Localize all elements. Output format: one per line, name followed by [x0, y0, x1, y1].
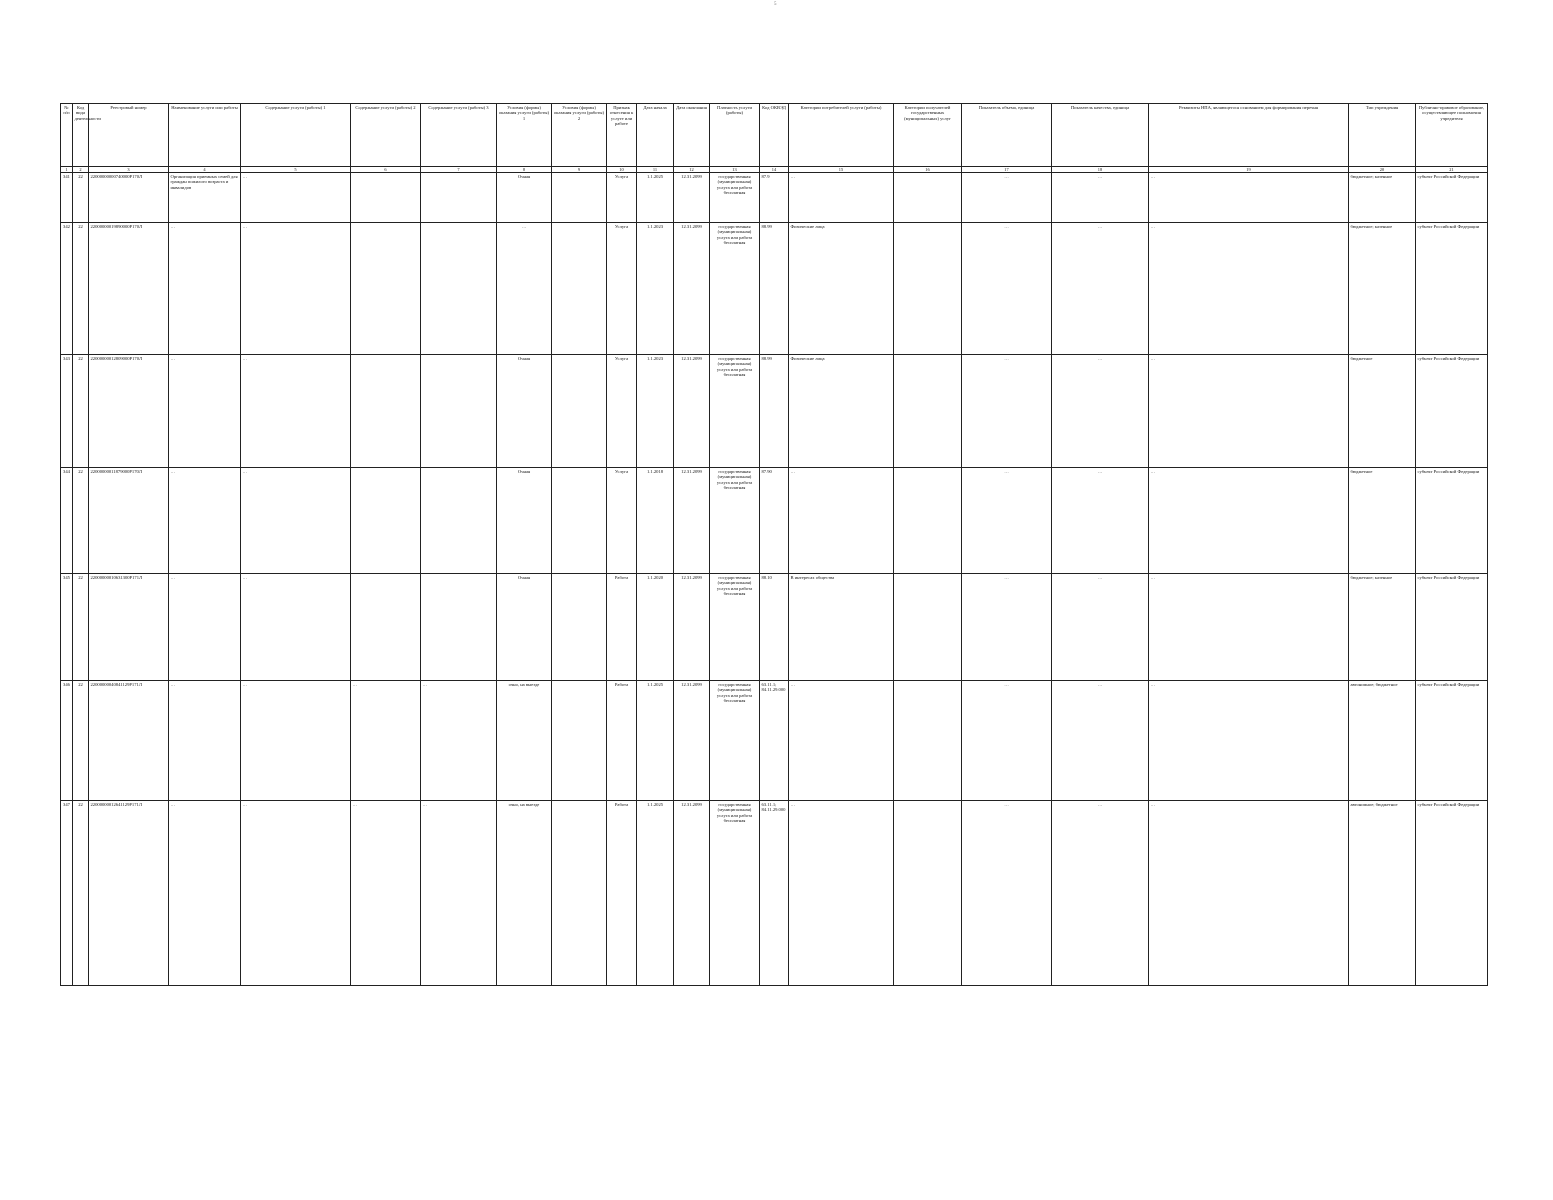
header-cell: Тип учреждения	[1349, 104, 1416, 167]
column-number: 6	[351, 167, 421, 173]
cell-content-3: …	[421, 801, 497, 986]
cell-num: 347	[61, 801, 73, 986]
header-cell: Реквизиты НПА, являющегося основанием для формирования перечня	[1149, 104, 1349, 167]
cell-content-3	[421, 574, 497, 681]
column-number: 11	[637, 167, 674, 173]
column-number: 9	[552, 167, 607, 173]
cell-consumers: …	[789, 173, 894, 223]
cell-content-2	[351, 355, 421, 468]
cell-receivers	[894, 468, 962, 574]
column-number: 18	[1052, 167, 1149, 173]
cell-content-1: …	[241, 574, 351, 681]
cell-volume: …	[962, 801, 1052, 986]
cell-sign: Работа	[607, 574, 637, 681]
cell-code: 22	[73, 223, 89, 355]
cell-form-2	[552, 223, 607, 355]
cell-code: 22	[73, 355, 89, 468]
cell-okved: 88.10	[760, 574, 789, 681]
cell-consumers: В интересах общества	[789, 574, 894, 681]
cell-name: Организация приемных семей для граждан пожилого возраста и инвалидов	[169, 173, 241, 223]
cell-name: …	[169, 801, 241, 986]
cell-npa: …	[1149, 801, 1349, 986]
cell-form-1: …	[497, 223, 552, 355]
cell-pay: государственная (муниципальная) услуга или работа бесплатная	[710, 223, 760, 355]
cell-code: 22	[73, 801, 89, 986]
cell-end: 12.31.2099	[674, 801, 710, 986]
cell-quality: …	[1052, 801, 1149, 986]
cell-okved: 87.90	[760, 468, 789, 574]
cell-content-3	[421, 173, 497, 223]
cell-quality: …	[1052, 681, 1149, 801]
cell-form-1: очно, на выезде	[497, 681, 552, 801]
cell-form-2	[552, 468, 607, 574]
column-number: 1	[61, 167, 73, 173]
cell-end: 12.31.2099	[674, 681, 710, 801]
cell-content-3	[421, 468, 497, 574]
header-cell: Реестровый номер	[89, 104, 169, 167]
table-row	[61, 801, 1488, 986]
header-cell: Категории потребителей услуги (работы)	[789, 104, 894, 167]
cell-pay: государственная (муниципальная) услуга или работа бесплатная	[710, 574, 760, 681]
cell-reg: 22000000010631300Р171Л	[89, 574, 169, 681]
cell-type: бюджетное	[1349, 355, 1416, 468]
cell-content-2	[351, 173, 421, 223]
cell-receivers	[894, 355, 962, 468]
cell-content-2	[351, 574, 421, 681]
cell-type: бюджетное	[1349, 468, 1416, 574]
header-cell: Содержание услуги (работы) 3	[421, 104, 497, 167]
cell-consumers: …	[789, 468, 894, 574]
cell-sign: Услуга	[607, 468, 637, 574]
cell-sign: Работа	[607, 681, 637, 801]
cell-form-2	[552, 173, 607, 223]
cell-code: 22	[73, 574, 89, 681]
cell-start: 1.1.2025	[637, 801, 674, 986]
table-row	[61, 574, 1488, 681]
column-number: 19	[1149, 167, 1349, 173]
cell-receivers	[894, 574, 962, 681]
cell-okved: 63.11.1; 84.11.29.000	[760, 801, 789, 986]
cell-quality: …	[1052, 355, 1149, 468]
header-cell: Категории получателей государственных (муниципальных) услуг	[894, 104, 962, 167]
cell-okved: 63.11.1; 84.11.29.000	[760, 681, 789, 801]
cell-volume: …	[962, 681, 1052, 801]
cell-volume: …	[962, 173, 1052, 223]
cell-form-2	[552, 574, 607, 681]
header-cell: Наименование услуги или работы	[169, 104, 241, 167]
cell-num: 345	[61, 574, 73, 681]
cell-sign: Работа	[607, 801, 637, 986]
header-cell: Условия (формы) оказания услуги (работы) 2	[552, 104, 607, 167]
header-cell: Код вида деятельности	[73, 104, 89, 167]
cell-start: 1.1.2025	[637, 173, 674, 223]
cell-pay: государственная (муниципальная) услуга или работа бесплатная	[710, 355, 760, 468]
cell-num: 342	[61, 223, 73, 355]
column-number: 21	[1416, 167, 1488, 173]
cell-npa: …	[1149, 574, 1349, 681]
cell-name: …	[169, 468, 241, 574]
cell-consumers: …	[789, 801, 894, 986]
cell-code: 22	[73, 468, 89, 574]
header-row	[61, 104, 1488, 167]
column-number: 4	[169, 167, 241, 173]
cell-end: 12.31.2099	[674, 223, 710, 355]
cell-type: автономное; бюджетное	[1349, 801, 1416, 986]
cell-content-1: …	[241, 801, 351, 986]
cell-quality: …	[1052, 468, 1149, 574]
cell-reg: 22000000019890000Р170Л	[89, 223, 169, 355]
column-number: 17	[962, 167, 1052, 173]
cell-form-1: Очная	[497, 468, 552, 574]
cell-owner: субъект Российской Федерации	[1416, 223, 1488, 355]
column-number: 8	[497, 167, 552, 173]
cell-start: 1.1.2023	[637, 223, 674, 355]
cell-start: 1.1.2025	[637, 681, 674, 801]
cell-pay: государственная (муниципальная) услуга или работа бесплатная	[710, 681, 760, 801]
column-number: 12	[674, 167, 710, 173]
header-cell: Публично-правовое образование, осуществляющее полномочия учредителя	[1416, 104, 1488, 167]
cell-num: 344	[61, 468, 73, 574]
cell-num: 341	[61, 173, 73, 223]
cell-start: 1.1.2023	[637, 355, 674, 468]
cell-owner: субъект Российской Федерации	[1416, 681, 1488, 801]
cell-volume: …	[962, 574, 1052, 681]
column-number: 14	[760, 167, 789, 173]
cell-reg: 22000000012809000Р170Л	[89, 355, 169, 468]
cell-volume: …	[962, 355, 1052, 468]
cell-reg: 22000000040841129Р171Л	[89, 681, 169, 801]
column-number: 13	[710, 167, 760, 173]
cell-name: …	[169, 574, 241, 681]
cell-content-2: …	[351, 681, 421, 801]
cell-content-2: …	[351, 801, 421, 986]
column-number: 2	[73, 167, 89, 173]
header-cell: Условия (формы) оказания услуги (работы) 1	[497, 104, 552, 167]
cell-owner: субъект Российской Федерации	[1416, 468, 1488, 574]
cell-owner: субъект Российской Федерации	[1416, 355, 1488, 468]
cell-type: бюджетное; казенное	[1349, 223, 1416, 355]
cell-content-3	[421, 223, 497, 355]
cell-reg: 22000000000740000Р170Л	[89, 173, 169, 223]
column-number: 20	[1349, 167, 1416, 173]
cell-num: 346	[61, 681, 73, 801]
cell-code: 22	[73, 681, 89, 801]
header-cell: № п/п	[61, 104, 73, 167]
cell-start: 1.1.2020	[637, 574, 674, 681]
cell-pay: государственная (муниципальная) услуга или работа бесплатная	[710, 468, 760, 574]
column-number: 7	[421, 167, 497, 173]
table-row	[61, 681, 1488, 801]
cell-quality: …	[1052, 574, 1149, 681]
cell-npa: …	[1149, 468, 1349, 574]
cell-end: 12.31.2099	[674, 355, 710, 468]
header-cell: Дата окончания	[674, 104, 710, 167]
cell-consumers: Физические лица	[789, 223, 894, 355]
cell-receivers	[894, 681, 962, 801]
cell-content-1: …	[241, 681, 351, 801]
table-row	[61, 468, 1488, 574]
cell-code: 22	[73, 173, 89, 223]
cell-form-1: очно, на выезде	[497, 801, 552, 986]
header-cell: Дата начала	[637, 104, 674, 167]
table-row	[61, 223, 1488, 355]
cell-quality: …	[1052, 223, 1149, 355]
cell-okved: 88.99	[760, 355, 789, 468]
cell-npa: …	[1149, 681, 1349, 801]
cell-sign: Услуга	[607, 355, 637, 468]
cell-receivers	[894, 801, 962, 986]
cell-content-2	[351, 468, 421, 574]
table-row	[61, 355, 1488, 468]
cell-name: …	[169, 681, 241, 801]
header-cell: Содержание услуги (работы) 1	[241, 104, 351, 167]
cell-pay: государственная (муниципальная) услуга или работа бесплатная	[710, 173, 760, 223]
cell-content-3	[421, 355, 497, 468]
cell-start: 1.1.2018	[637, 468, 674, 574]
column-number: 10	[607, 167, 637, 173]
cell-okved: 88.99	[760, 223, 789, 355]
cell-num: 343	[61, 355, 73, 468]
cell-reg: 22000000012641129Р171Л	[89, 801, 169, 986]
cell-npa: …	[1149, 173, 1349, 223]
cell-end: 12.31.2099	[674, 574, 710, 681]
page-mark: 5	[774, 2, 777, 7]
table-row	[61, 173, 1488, 223]
column-number: 16	[894, 167, 962, 173]
header-cell: Код ОКВЭД	[760, 104, 789, 167]
cell-content-1: …	[241, 355, 351, 468]
cell-content-1: …	[241, 173, 351, 223]
cell-form-1: Очная	[497, 574, 552, 681]
cell-content-3: …	[421, 681, 497, 801]
cell-quality: …	[1052, 173, 1149, 223]
cell-receivers	[894, 173, 962, 223]
cell-owner: субъект Российской Федерации	[1416, 173, 1488, 223]
header-cell: Платность услуги (работы)	[710, 104, 760, 167]
cell-type: бюджетное; казенное	[1349, 173, 1416, 223]
cell-npa: …	[1149, 223, 1349, 355]
cell-owner: субъект Российской Федерации	[1416, 574, 1488, 681]
cell-type: бюджетное; казенное	[1349, 574, 1416, 681]
cell-form-1: Очная	[497, 173, 552, 223]
cell-okved: 87.9	[760, 173, 789, 223]
cell-consumers: Физические лица	[789, 355, 894, 468]
cell-reg: 22000000011879000Р170Л	[89, 468, 169, 574]
cell-type: автономное; бюджетное	[1349, 681, 1416, 801]
cell-consumers: …	[789, 681, 894, 801]
cell-volume: …	[962, 223, 1052, 355]
cell-sign: Услуга	[607, 223, 637, 355]
cell-name: …	[169, 355, 241, 468]
cell-volume: …	[962, 468, 1052, 574]
header-cell: Содержание услуги (работы) 2	[351, 104, 421, 167]
column-number: 15	[789, 167, 894, 173]
cell-form-2	[552, 801, 607, 986]
column-number: 5	[241, 167, 351, 173]
cell-pay: государственная (муниципальная) услуга или работа бесплатная	[710, 801, 760, 986]
cell-form-2	[552, 681, 607, 801]
header-cell: Признак отнесения к услуге или работе	[607, 104, 637, 167]
cell-end: 12.31.2099	[674, 468, 710, 574]
cell-content-1: …	[241, 223, 351, 355]
cell-form-1: Очная	[497, 355, 552, 468]
header-cell: Показатель объема, единица	[962, 104, 1052, 167]
cell-owner: субъект Российской Федерации	[1416, 801, 1488, 986]
header-cell: Показатель качества, единица	[1052, 104, 1149, 167]
cell-content-2	[351, 223, 421, 355]
cell-npa: …	[1149, 355, 1349, 468]
registry-table	[60, 103, 1488, 986]
cell-content-1: …	[241, 468, 351, 574]
cell-name: …	[169, 223, 241, 355]
cell-end: 12.31.2099	[674, 173, 710, 223]
column-number: 3	[89, 167, 169, 173]
cell-sign: Услуга	[607, 173, 637, 223]
cell-form-2	[552, 355, 607, 468]
cell-receivers	[894, 223, 962, 355]
